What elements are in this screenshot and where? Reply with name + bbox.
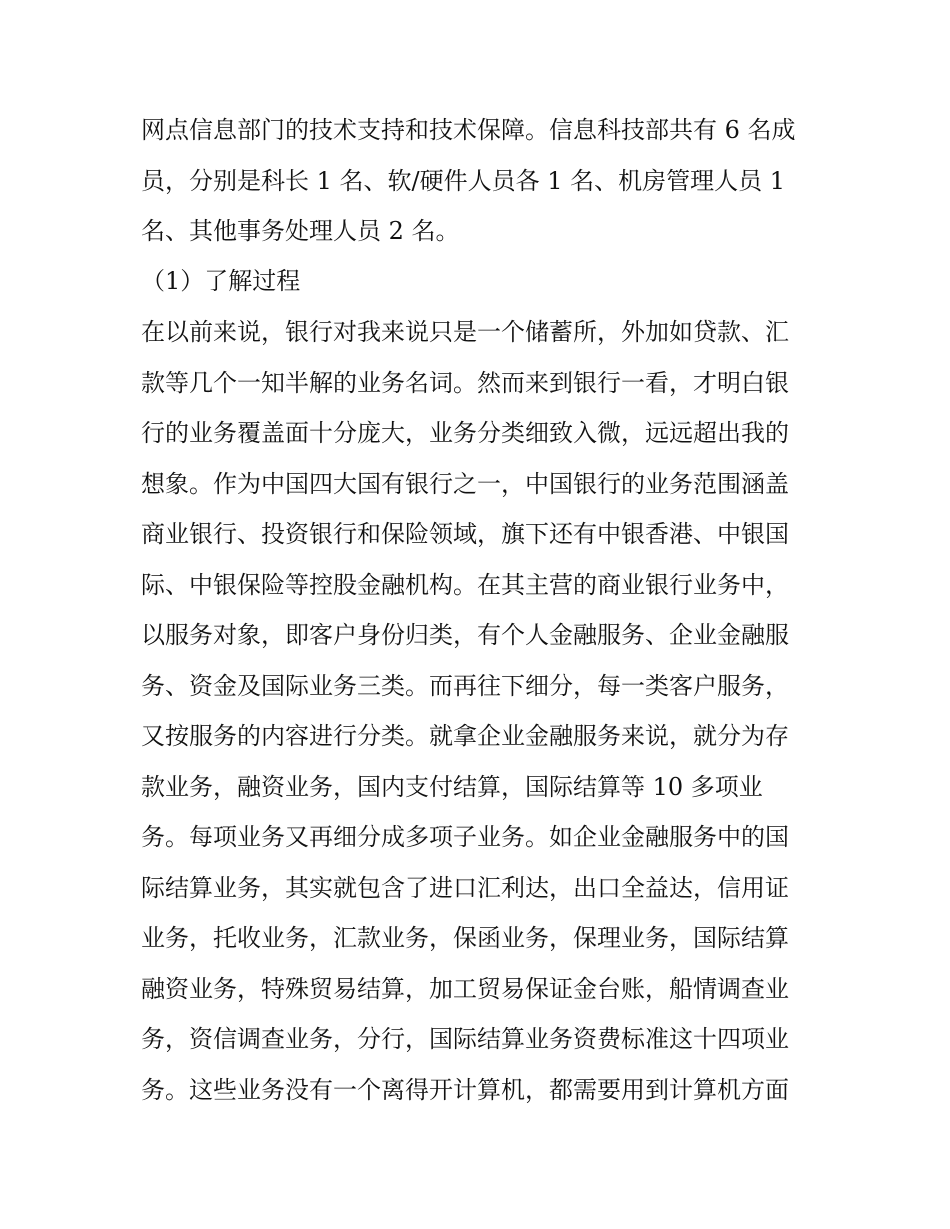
- paragraph-line-19: 务，资信调查业务，分行，国际结算业务资费标准这十四项业: [141, 1025, 789, 1053]
- paragraph-line-11: 以服务对象，即客户身份归类，有个人金融服务、企业金融服: [141, 621, 789, 649]
- paragraph-line-1: 网点信息部门的技术支持和技术保障。信息科技部共有 6 名成: [141, 116, 796, 144]
- paragraph-line-15: 务。每项业务又再细分成多项子业务。如企业金融服务中的国: [141, 823, 789, 851]
- paragraph-line-20: 务。这些业务没有一个离得开计算机，都需要用到计算机方面: [141, 1076, 789, 1104]
- paragraph-line-14: 款业务，融资业务，国内支付结算，国际结算等 10 多项业: [141, 773, 763, 801]
- paragraph-line-8: 想象。作为中国四大国有银行之一，中国银行的业务范围涵盖: [141, 470, 789, 498]
- paragraph-line-5: 在以前来说，银行对我来说只是一个储蓄所，外加如贷款、汇: [141, 318, 789, 346]
- paragraph-line-10: 际、中银保险等控股金融机构。在其主营的商业银行业务中，: [141, 571, 789, 599]
- paragraph-line-17: 业务，托收业务，汇款业务，保函业务，保理业务，国际结算: [141, 924, 789, 952]
- section-heading: （1）了解过程: [141, 267, 301, 295]
- paragraph-line-12: 务、资金及国际业务三类。而再往下细分，每一类客户服务，: [141, 672, 789, 700]
- paragraph-line-6: 款等几个一知半解的业务名词。然而来到银行一看，才明白银: [141, 369, 789, 397]
- paragraph-line-13: 又按服务的内容进行分类。就拿企业金融服务来说，就分为存: [141, 722, 789, 750]
- paragraph-line-18: 融资业务，特殊贸易结算，加工贸易保证金台账，船情调查业: [141, 975, 789, 1003]
- paragraph-line-2: 员，分别是科长 1 名、软/硬件人员各 1 名、机房管理人员 1: [141, 167, 786, 195]
- paragraph-line-3: 名、其他事务处理人员 2 名。: [141, 217, 460, 245]
- paragraph-line-7: 行的业务覆盖面十分庞大，业务分类细致入微，远远超出我的: [141, 419, 789, 447]
- paragraph-line-16: 际结算业务，其实就包含了进口汇利达，出口全益达，信用证: [141, 874, 789, 902]
- paragraph-line-9: 商业银行、投资银行和保险领域，旗下还有中银香港、中银国: [141, 520, 789, 548]
